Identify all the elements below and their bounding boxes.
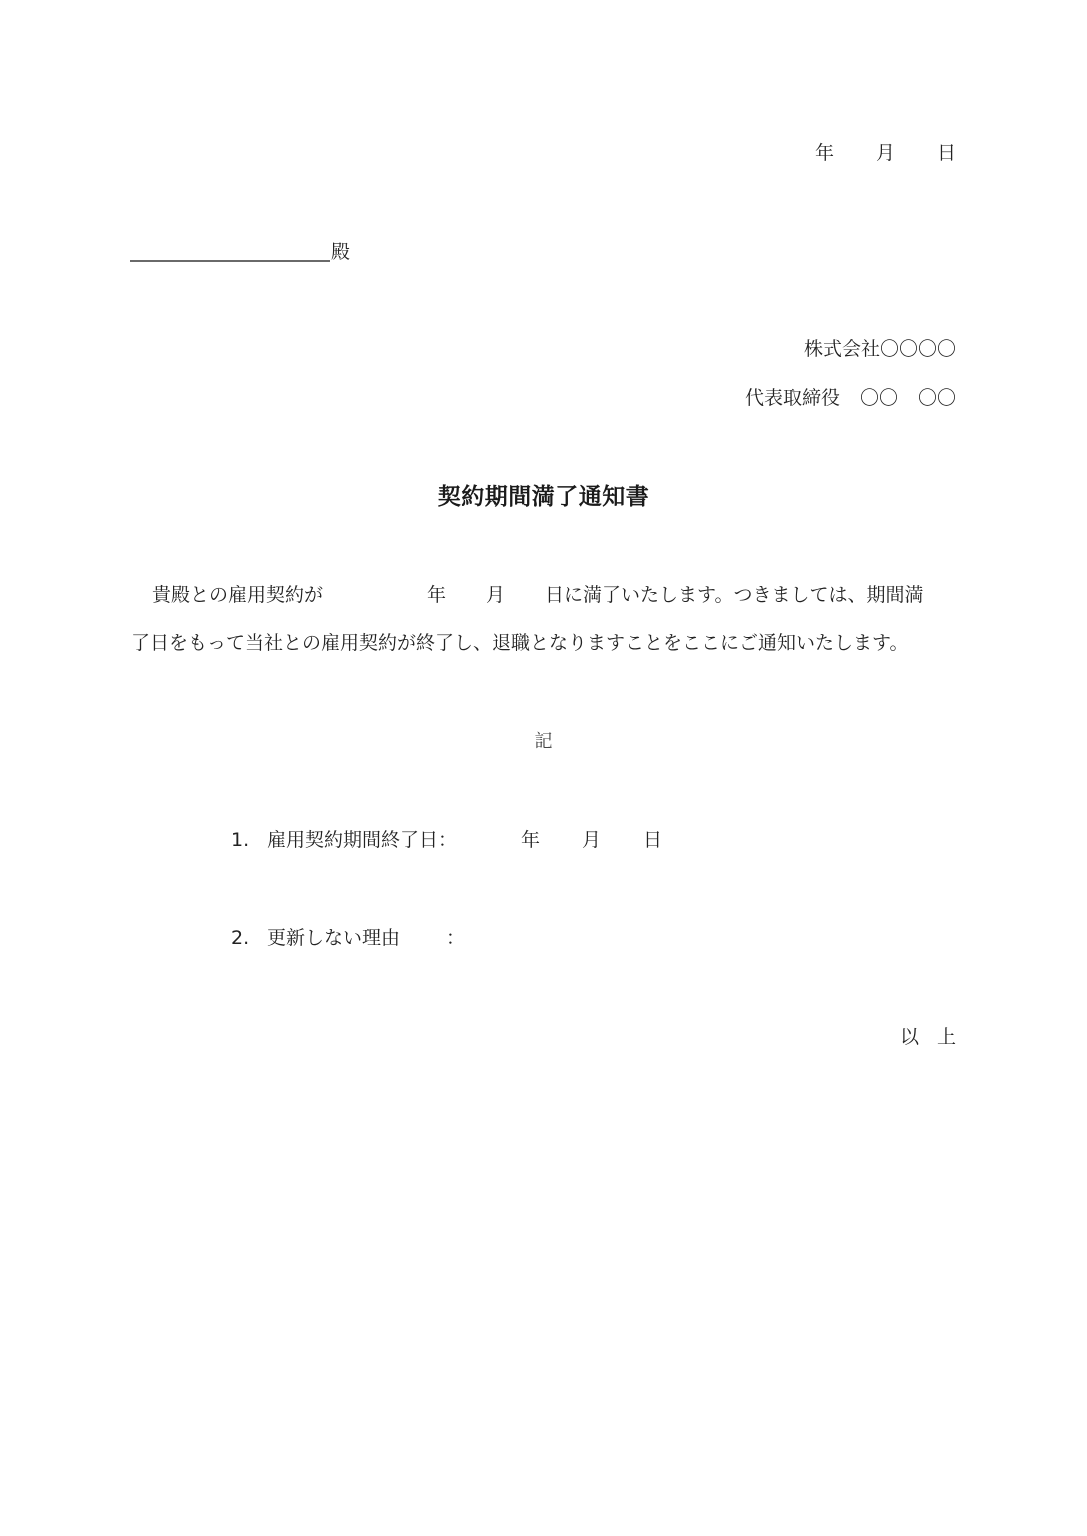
document-title: 契約期間満了通知書 [437,484,650,510]
closing-second: 上 [936,1026,956,1048]
body-line-2: 了日をもって当社との雇用契約が終了し、退職となりますことをここにご通知いたします。 [131,632,909,654]
ki-heading: 記 [534,731,553,752]
sender-given-name: 〇〇 [917,387,956,409]
document-date [815,144,956,163]
recipient-name-blank [130,240,330,262]
closing-ijou [900,1028,956,1047]
sender-surname: 〇〇 [859,387,898,409]
recipient [130,240,350,262]
item-label: 更新しない理由 [267,927,401,949]
body-line1-suffix: 日に満了いたします。つきましては、期間満 [545,584,924,606]
body-line-1 [152,586,924,605]
body-line1-prefix: 貴殿との雇用契約が [152,584,324,606]
sender-representative [745,389,956,408]
closing-first: 以 [899,1026,919,1048]
date-month-label: 月 [875,142,895,164]
item-month-label: 月 [582,829,602,851]
item-non-renewal-reason [231,929,465,948]
date-day-label: 日 [936,142,956,164]
item-contract-end-date [231,831,662,850]
item-day-label: 日 [643,829,663,851]
body-year-label: 年 [427,584,447,606]
sender-company: 株式会社〇〇〇〇 [803,338,956,360]
item-number: 2. [231,927,250,949]
date-year-label: 年 [814,142,834,164]
item-colon: ： [446,927,466,949]
recipient-honorific: 殿 [331,241,351,263]
item-label: 雇用契約期間終了日： [267,829,458,851]
body-month-label: 月 [486,584,506,606]
sender-title: 代表取締役 [744,387,840,409]
item-number: 1. [231,829,250,851]
item-year-label: 年 [521,829,541,851]
